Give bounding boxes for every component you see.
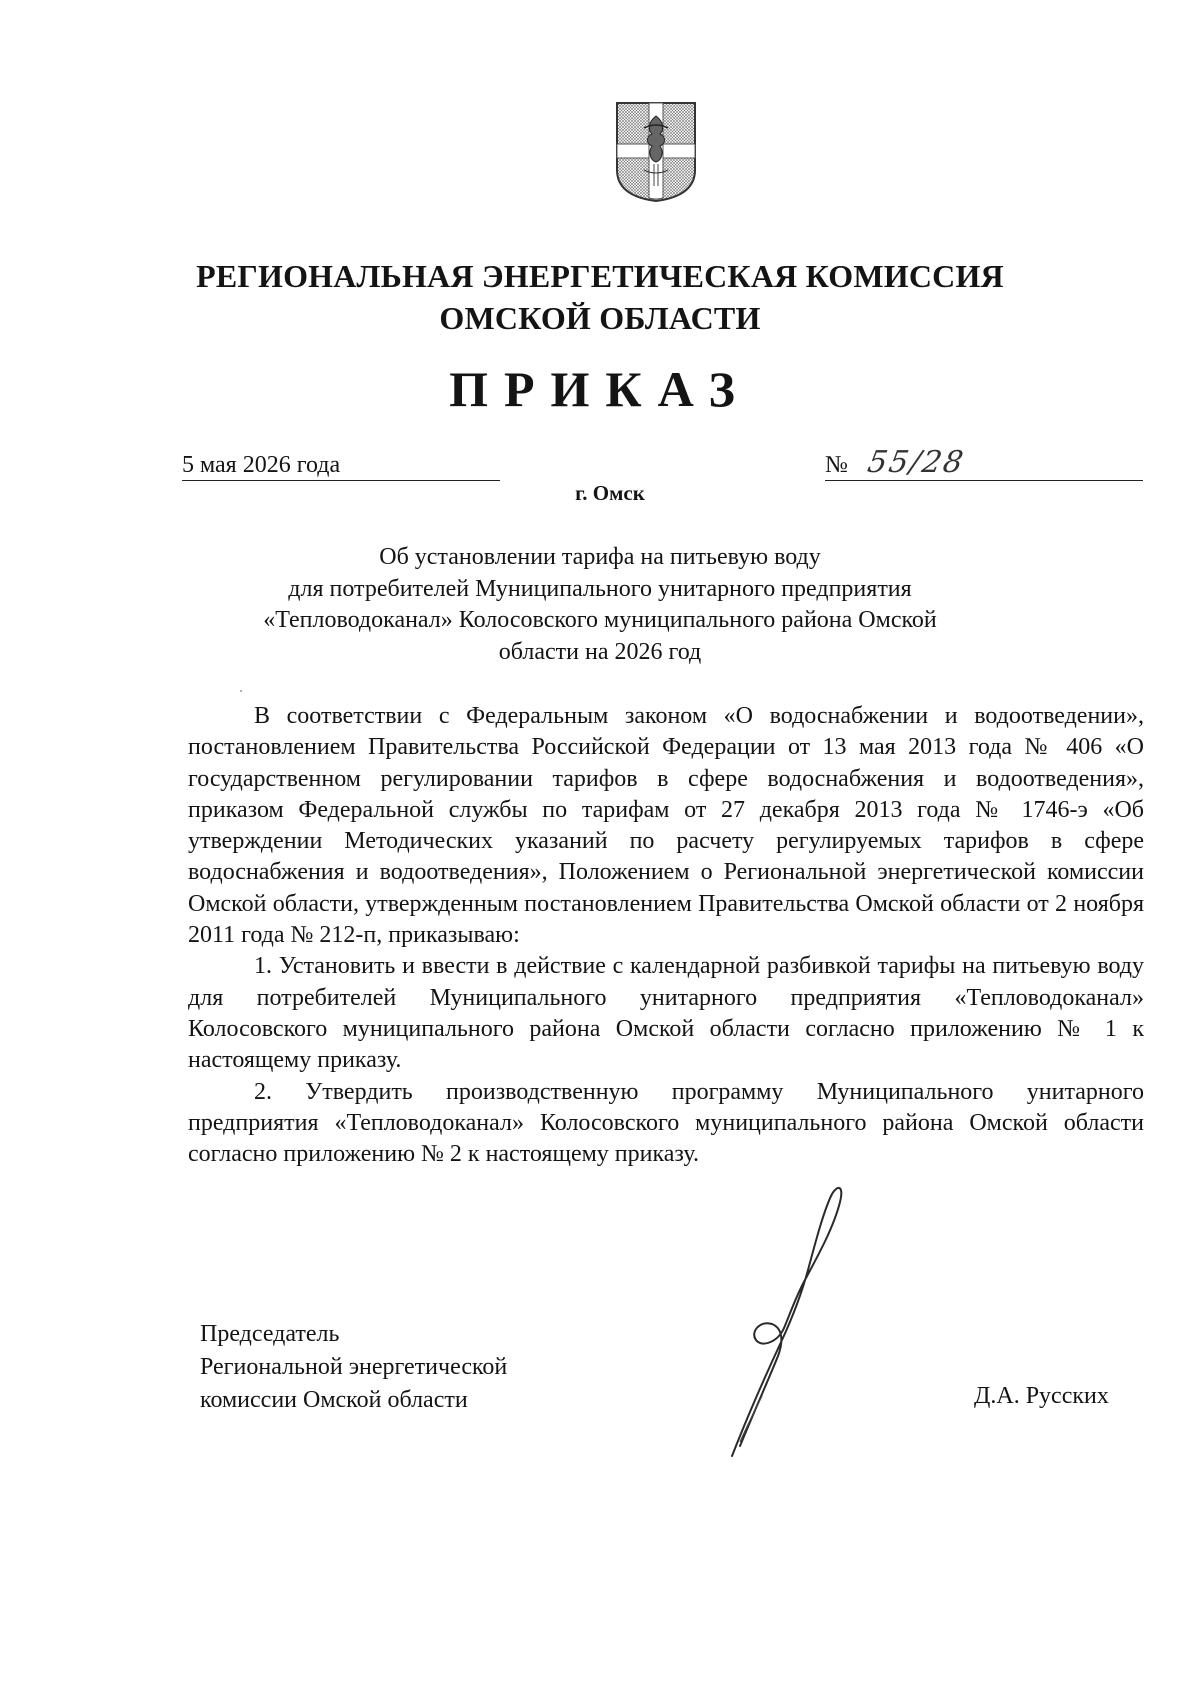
signatory-title-line: Региональной энергетической	[200, 1354, 508, 1380]
document-number-field	[825, 445, 1143, 481]
coat-of-arms-icon	[614, 100, 698, 204]
document-subject	[0, 542, 1200, 668]
organization-name-line1: РЕГИОНАЛЬНАЯ ЭНЕРГЕТИЧЕСКАЯ КОМИССИЯ	[196, 258, 1004, 294]
scan-speck	[240, 690, 242, 692]
document-type-title: ПРИКАЗ	[449, 361, 751, 417]
signatory-title	[200, 1318, 507, 1417]
order-item-2: 2. Утвердить производственную программу Муниципального унитарного предприятия «Тепловодоканал» Колосовского муниципального района Омской области согласно приложению № 2 к настоящему приказу.	[188, 1078, 1144, 1168]
document-city: г. Омск	[575, 481, 645, 505]
handwritten-signature	[720, 1180, 860, 1460]
document-date: 5 мая 2026 года	[182, 450, 500, 481]
document-body	[188, 701, 1144, 1170]
number-sign: №	[825, 452, 848, 478]
subject-line: области на 2026 год	[498, 638, 702, 665]
signatory-title-line: Председатель	[200, 1321, 340, 1347]
signatory-name: Д.А. Русских	[974, 1383, 1109, 1409]
preamble-paragraph: В соответствии с Федеральным законом «О водоснабжении и водоотведении», постановлением Правительства Российской Федерации от 13 мая 2013 года № 406 «О государственном регулировании тарифов в сфере водоснабжения и водоотведения», приказом Федеральной службы по тарифам от 27 декабря 2013 года № 1746-э «Об утверждении Методических указаний по расчету регулируемых тарифов в сфере водоснабжения и водоотведения», Положением о Региональной энергетической комиссии Омской области, утвержденным постановлением Правительства Омской области от 2 ноября 2011 года № 212-п, приказываю:	[188, 703, 1144, 949]
subject-line: Об установлении тарифа на питьевую воду	[379, 544, 821, 570]
document-number-handwritten: 55/28	[864, 445, 968, 480]
signatory-title-line: комиссии Омской области	[200, 1387, 468, 1413]
order-item-1: 1. Установить и ввести в действие с календарной разбивкой тарифы на питьевую воду для потребителей Муниципального унитарного предприятия «Тепловодоканал» Колосовского муниципального района Омской области согласно приложению № 1 к настоящему приказу.	[188, 953, 1144, 1074]
subject-line: для потребителей Муниципального унитарного предприятия	[288, 575, 912, 602]
organization-name-line2: ОМСКОЙ ОБЛАСТИ	[439, 300, 761, 336]
subject-line: «Тепловодоканал» Колосовского муниципального района Омской	[263, 607, 937, 633]
